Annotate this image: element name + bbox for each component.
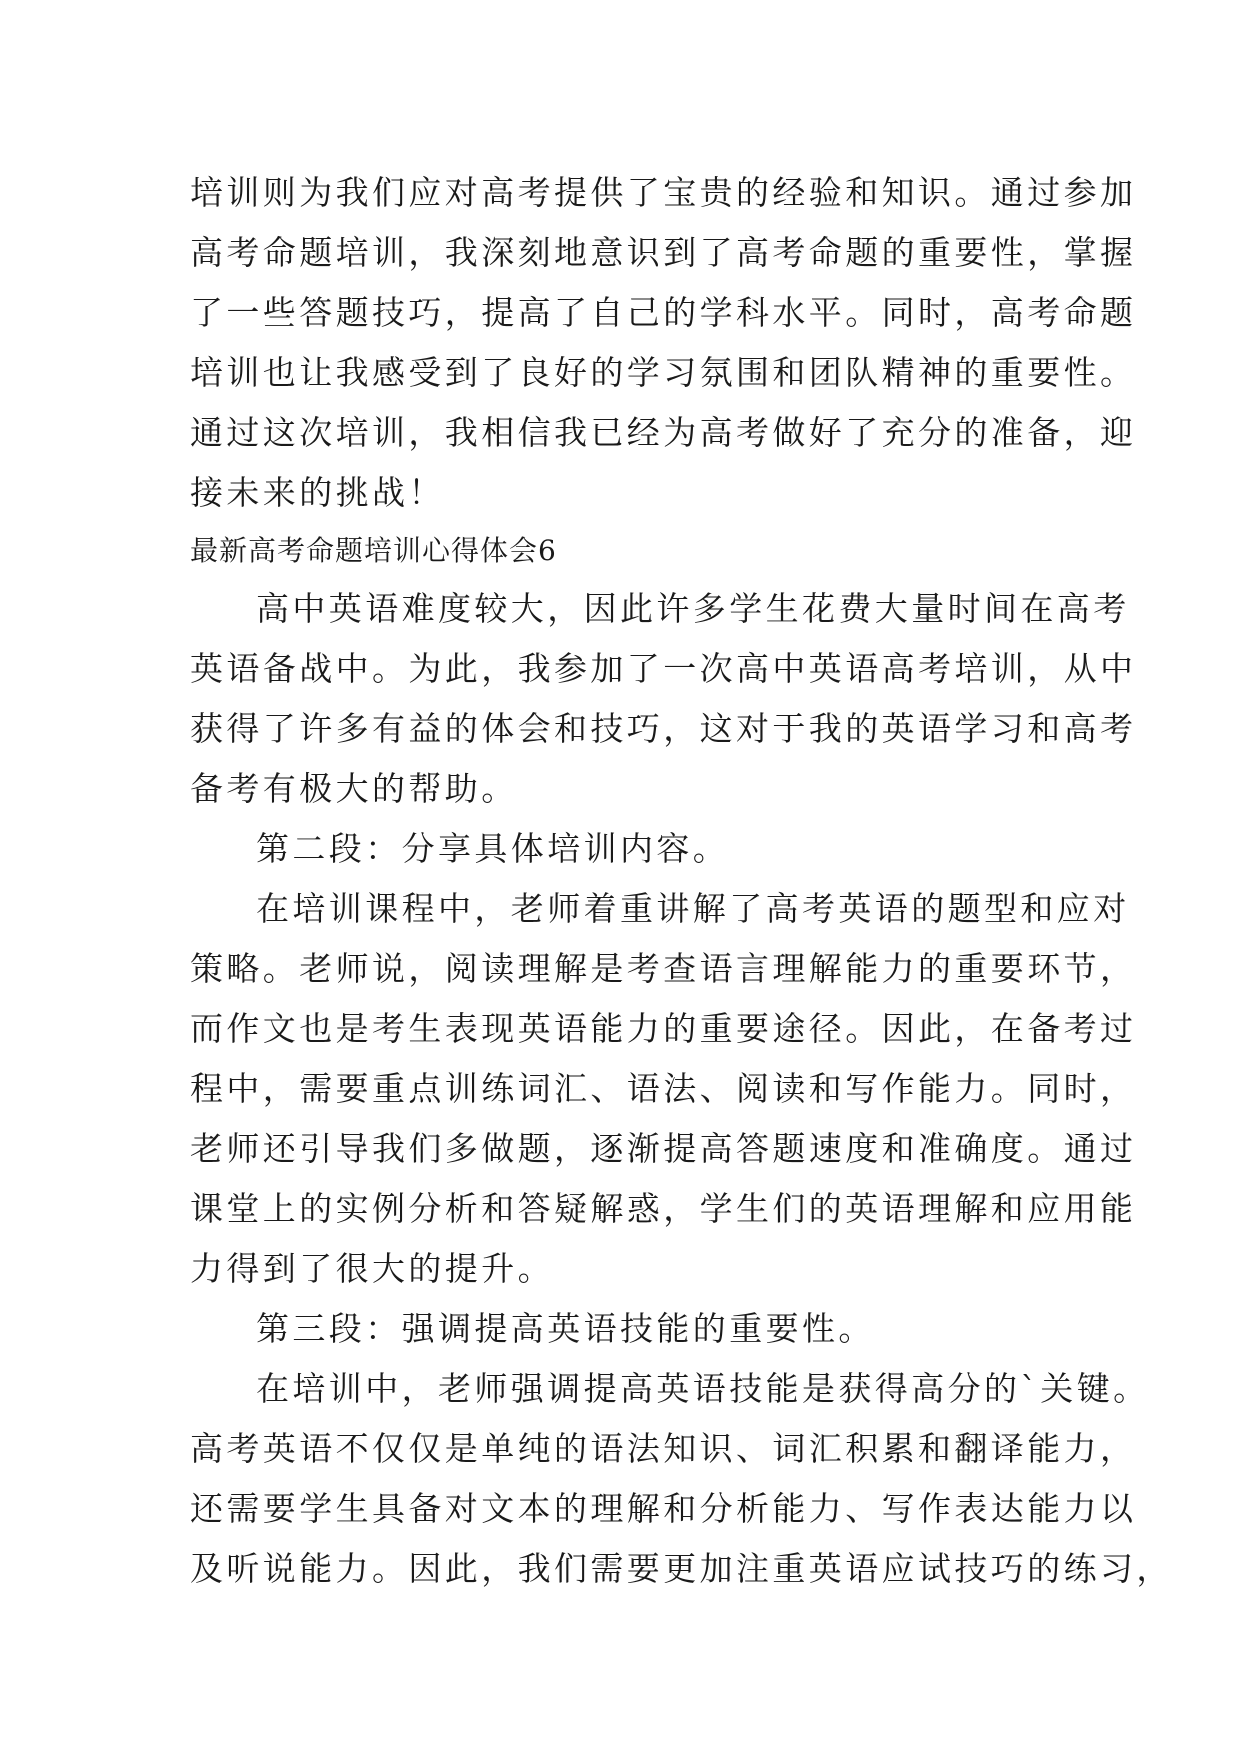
- text-line: 备考有极大的帮助。: [190, 769, 518, 808]
- text-line: 课堂上的实例分析和答疑解惑，学生们的英语理解和应用能: [190, 1189, 1137, 1228]
- text-line: 英语备战中。为此，我参加了一次高中英语高考培训，从中: [190, 649, 1137, 688]
- continued-paragraph: [190, 163, 1137, 523]
- text-line: 在培训中，老师强调提高英语技能是获得高分的`关键。: [256, 1369, 1150, 1408]
- subheading-section-2: 第二段：分享具体培训内容。: [256, 829, 730, 868]
- text-line: 获得了许多有益的体会和技巧，这对于我的英语学习和高考: [190, 709, 1137, 748]
- paragraph-training-content: [190, 879, 1137, 1299]
- text-line: 高中英语难度较大，因此许多学生花费大量时间在高考: [256, 589, 1130, 628]
- document-page: [190, 163, 1173, 1599]
- text-line: 高考命题培训，我深刻地意识到了高考命题的重要性，掌握: [190, 233, 1137, 272]
- subheading-section-3: 第三段：强调提高英语技能的重要性。: [256, 1309, 875, 1348]
- text-line: 还需要学生具备对文本的理解和分析能力、写作表达能力以: [190, 1489, 1137, 1528]
- text-line: 及听说能力。因此，我们需要更加注重英语应试技巧的练习，: [190, 1549, 1173, 1588]
- text-line: 而作文也是考生表现英语能力的重要途径。因此，在备考过: [190, 1009, 1137, 1048]
- section-title: 最新高考命题培训心得体会6: [190, 534, 557, 567]
- text-line: 培训也让我感受到了良好的学习氛围和团队精神的重要性。: [190, 353, 1137, 392]
- text-line: 了一些答题技巧，提高了自己的学科水平。同时，高考命题: [190, 293, 1137, 332]
- text-line: 在培训课程中，老师着重讲解了高考英语的题型和应对: [256, 889, 1130, 928]
- text-line: 策略。老师说，阅读理解是考查语言理解能力的重要环节，: [190, 949, 1137, 988]
- text-line: 高考英语不仅仅是单纯的语法知识、词汇积累和翻译能力，: [190, 1429, 1137, 1468]
- paragraph-skills-importance: [190, 1359, 1173, 1599]
- paragraph-intro: [190, 579, 1137, 819]
- text-line: 程中，需要重点训练词汇、语法、阅读和写作能力。同时，: [190, 1069, 1137, 1108]
- text-line: 力得到了很大的提升。: [190, 1249, 554, 1288]
- text-line: 老师还引导我们多做题，逐渐提高答题速度和准确度。通过: [190, 1129, 1137, 1168]
- text-line: 接未来的挑战！: [190, 473, 445, 512]
- text-line: 通过这次培训，我相信我已经为高考做好了充分的准备，迎: [190, 413, 1137, 452]
- text-line: 培训则为我们应对高考提供了宝贵的经验和知识。通过参加: [190, 173, 1137, 212]
